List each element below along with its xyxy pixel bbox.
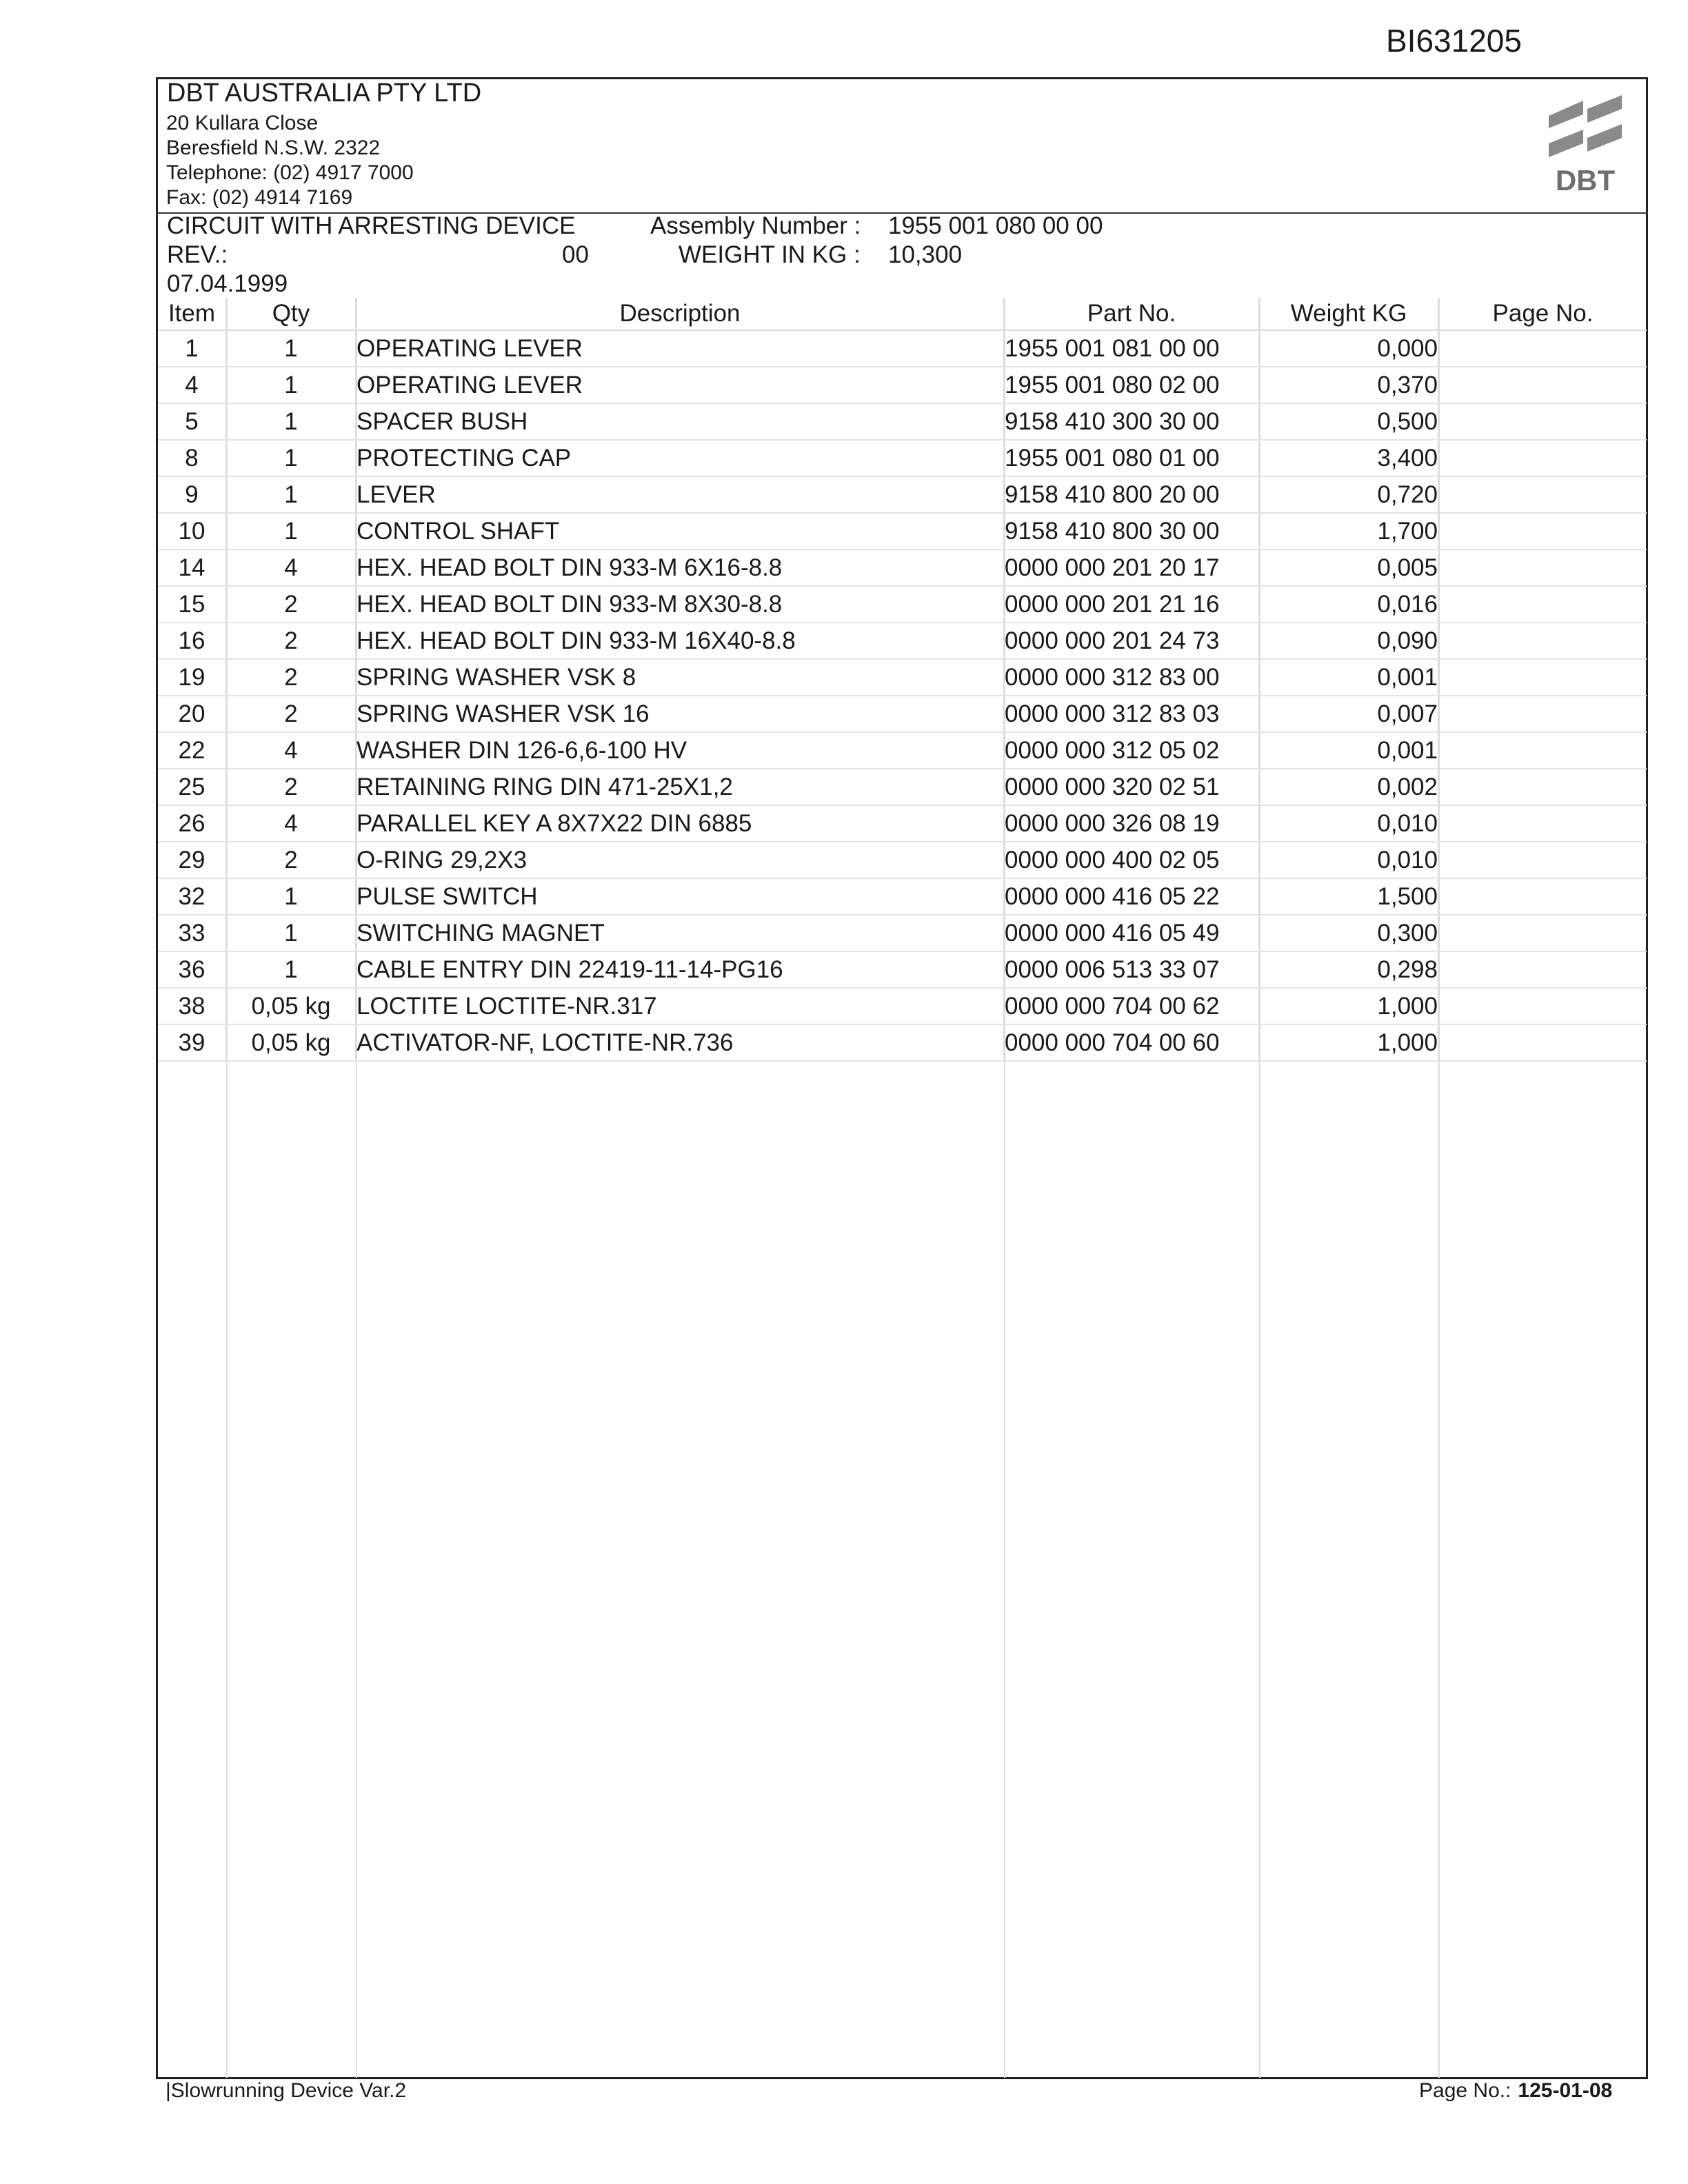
- cell-weight: 0,010: [1259, 805, 1438, 842]
- table-row: [158, 842, 1647, 878]
- cell-part-no: 0000 000 201 21 16: [1004, 586, 1259, 623]
- cell-qty: 1: [226, 915, 356, 951]
- cell-item: 9: [158, 476, 226, 513]
- cell-qty: 4: [226, 549, 356, 586]
- cell-page: [1438, 878, 1647, 915]
- cell-qty: 0,05 kg: [226, 1024, 356, 1061]
- cell-item: 4: [158, 367, 226, 403]
- cell-weight: 0,002: [1259, 769, 1438, 805]
- cell-item: 25: [158, 769, 226, 805]
- cell-qty: 2: [226, 659, 356, 696]
- company-name: DBT AUSTRALIA PTY LTD: [167, 79, 482, 108]
- cell-weight: 0,720: [1259, 476, 1438, 513]
- cell-item: 14: [158, 549, 226, 586]
- cell-description: WASHER DIN 126-6,6-100 HV: [356, 732, 1004, 769]
- cell-qty: 1: [226, 951, 356, 988]
- cell-item: 8: [158, 440, 226, 476]
- cell-description: PROTECTING CAP: [356, 440, 1004, 476]
- cell-part-no: 9158 410 800 30 00: [1004, 513, 1259, 549]
- cell-qty: 2: [226, 842, 356, 878]
- cell-qty: 4: [226, 732, 356, 769]
- cell-page: [1438, 769, 1647, 805]
- cell-description: SPRING WASHER VSK 8: [356, 659, 1004, 696]
- cell-page: [1438, 403, 1647, 440]
- col-header-weight: Weight KG: [1259, 298, 1438, 330]
- dbt-logo-text: DBT: [1555, 164, 1616, 196]
- company-fax: Fax: (02) 4914 7169: [166, 186, 353, 209]
- cell-page: [1438, 659, 1647, 696]
- cell-item: 15: [158, 586, 226, 623]
- cell-weight: 0,370: [1259, 367, 1438, 403]
- cell-description: CABLE ENTRY DIN 22419-11-14-PG16: [356, 951, 1004, 988]
- cell-qty: 2: [226, 696, 356, 732]
- cell-description: HEX. HEAD BOLT DIN 933-M 16X40-8.8: [356, 623, 1004, 659]
- cell-description: ACTIVATOR-NF, LOCTITE-NR.736: [356, 1024, 1004, 1061]
- cell-weight: 0,010: [1259, 842, 1438, 878]
- table-row: [158, 805, 1647, 842]
- cell-qty: 2: [226, 769, 356, 805]
- cell-item: 10: [158, 513, 226, 549]
- cell-description: RETAINING RING DIN 471-25X1,2: [356, 769, 1004, 805]
- cell-part-no: 0000 006 513 33 07: [1004, 951, 1259, 988]
- table-row: [158, 476, 1647, 513]
- cell-description: HEX. HEAD BOLT DIN 933-M 6X16-8.8: [356, 549, 1004, 586]
- cell-item: 32: [158, 878, 226, 915]
- cell-part-no: 0000 000 704 00 62: [1004, 988, 1259, 1024]
- cell-description: PULSE SWITCH: [356, 878, 1004, 915]
- table-row: [158, 696, 1647, 732]
- cell-item: 1: [158, 330, 226, 367]
- cell-weight: 1,000: [1259, 988, 1438, 1024]
- cell-qty: 1: [226, 367, 356, 403]
- cell-weight: 0,001: [1259, 732, 1438, 769]
- cell-item: 36: [158, 951, 226, 988]
- cell-qty: 1: [226, 403, 356, 440]
- cell-qty: 2: [226, 586, 356, 623]
- table-row: [158, 623, 1647, 659]
- footer-title: |Slowrunning Device Var.2: [165, 2079, 407, 2102]
- cell-part-no: 9158 410 300 30 00: [1004, 403, 1259, 440]
- company-address-line1: 20 Kullara Close: [166, 112, 319, 134]
- cell-page: [1438, 915, 1647, 951]
- table-row: [158, 769, 1647, 805]
- table-row: [158, 586, 1647, 623]
- weight-label: WEIGHT IN KG :: [679, 241, 861, 268]
- table-row: [158, 367, 1647, 403]
- cell-weight: 1,700: [1259, 513, 1438, 549]
- cell-item: 16: [158, 623, 226, 659]
- cell-qty: 1: [226, 330, 356, 367]
- cell-part-no: 9158 410 800 20 00: [1004, 476, 1259, 513]
- cell-weight: 0,000: [1259, 330, 1438, 367]
- footer-page-value: 125-01-08: [1518, 2079, 1613, 2102]
- cell-description: CONTROL SHAFT: [356, 513, 1004, 549]
- company-address-line2: Beresfield N.S.W. 2322: [166, 136, 381, 159]
- dbt-logo: [1543, 95, 1627, 199]
- cell-item: 33: [158, 915, 226, 951]
- cell-item: 20: [158, 696, 226, 732]
- cell-part-no: 0000 000 704 00 60: [1004, 1024, 1259, 1061]
- col-header-description: Description: [356, 298, 1004, 330]
- col-header-part-no: Part No.: [1004, 298, 1259, 330]
- cell-part-no: 1955 001 081 00 00: [1004, 330, 1259, 367]
- cell-description: OPERATING LEVER: [356, 330, 1004, 367]
- table-row: [158, 988, 1647, 1024]
- table-row: [158, 659, 1647, 696]
- col-header-qty: Qty: [226, 298, 356, 330]
- rev-value: 00: [562, 241, 589, 268]
- cell-description: OPERATING LEVER: [356, 367, 1004, 403]
- table-header-row: [158, 298, 1647, 330]
- table-row: [158, 732, 1647, 769]
- cell-description: O-RING 29,2X3: [356, 842, 1004, 878]
- cell-part-no: 1955 001 080 01 00: [1004, 440, 1259, 476]
- assembly-title: CIRCUIT WITH ARRESTING DEVICE: [167, 212, 576, 239]
- rev-label: REV.:: [167, 241, 228, 268]
- cell-qty: 1: [226, 440, 356, 476]
- table-row: [158, 513, 1647, 549]
- cell-item: 26: [158, 805, 226, 842]
- assembly-number: 1955 001 080 00 00: [888, 212, 1103, 239]
- cell-part-no: 0000 000 201 24 73: [1004, 623, 1259, 659]
- assembly-number-label: Assembly Number :: [650, 212, 861, 239]
- cell-page: [1438, 842, 1647, 878]
- cell-page: [1438, 696, 1647, 732]
- cell-qty: 1: [226, 513, 356, 549]
- cell-qty: 0,05 kg: [226, 988, 356, 1024]
- cell-qty: 2: [226, 623, 356, 659]
- cell-page: [1438, 988, 1647, 1024]
- cell-page: [1438, 330, 1647, 367]
- cell-weight: 1,000: [1259, 1024, 1438, 1061]
- cell-page: [1438, 367, 1647, 403]
- footer-page-label: Page No.:: [1419, 2079, 1511, 2102]
- cell-item: 22: [158, 732, 226, 769]
- cell-part-no: 0000 000 312 83 00: [1004, 659, 1259, 696]
- cell-page: [1438, 732, 1647, 769]
- table-row: [158, 1024, 1647, 1061]
- cell-part-no: 0000 000 312 05 02: [1004, 732, 1259, 769]
- cell-page: [1438, 586, 1647, 623]
- cell-item: 39: [158, 1024, 226, 1061]
- cell-part-no: 0000 000 201 20 17: [1004, 549, 1259, 586]
- assembly-date: 07.04.1999: [167, 270, 288, 297]
- parts-table: [158, 298, 1647, 1062]
- cell-part-no: 0000 000 416 05 49: [1004, 915, 1259, 951]
- cell-description: LEVER: [356, 476, 1004, 513]
- company-telephone: Telephone: (02) 4917 7000: [166, 161, 414, 184]
- cell-weight: 3,400: [1259, 440, 1438, 476]
- cell-description: SPRING WASHER VSK 16: [356, 696, 1004, 732]
- cell-qty: 1: [226, 878, 356, 915]
- cell-description: PARALLEL KEY A 8X7X22 DIN 6885: [356, 805, 1004, 842]
- cell-weight: 0,016: [1259, 586, 1438, 623]
- cell-item: 29: [158, 842, 226, 878]
- cell-description: LOCTITE LOCTITE-NR.317: [356, 988, 1004, 1024]
- cell-weight: 0,001: [1259, 659, 1438, 696]
- cell-page: [1438, 476, 1647, 513]
- cell-weight: 1,500: [1259, 878, 1438, 915]
- cell-weight: 0,090: [1259, 623, 1438, 659]
- cell-weight: 0,500: [1259, 403, 1438, 440]
- table-row: [158, 330, 1647, 367]
- cell-page: [1438, 549, 1647, 586]
- cell-page: [1438, 951, 1647, 988]
- cell-qty: 4: [226, 805, 356, 842]
- cell-item: 19: [158, 659, 226, 696]
- document-number: BI631205: [1386, 23, 1522, 59]
- cell-part-no: 0000 000 400 02 05: [1004, 842, 1259, 878]
- cell-item: 5: [158, 403, 226, 440]
- cell-weight: 0,300: [1259, 915, 1438, 951]
- weight-value: 10,300: [888, 241, 963, 268]
- cell-weight: 0,005: [1259, 549, 1438, 586]
- table-row: [158, 878, 1647, 915]
- col-header-page: Page No.: [1438, 298, 1647, 330]
- cell-description: HEX. HEAD BOLT DIN 933-M 8X30-8.8: [356, 586, 1004, 623]
- cell-page: [1438, 513, 1647, 549]
- cell-item: 38: [158, 988, 226, 1024]
- cell-part-no: 0000 000 416 05 22: [1004, 878, 1259, 915]
- cell-description: SPACER BUSH: [356, 403, 1004, 440]
- cell-qty: 1: [226, 476, 356, 513]
- cell-weight: 0,007: [1259, 696, 1438, 732]
- table-row: [158, 440, 1647, 476]
- table-row: [158, 915, 1647, 951]
- cell-page: [1438, 623, 1647, 659]
- table-row: [158, 549, 1647, 586]
- cell-page: [1438, 440, 1647, 476]
- cell-part-no: 0000 000 312 83 03: [1004, 696, 1259, 732]
- col-header-item: Item: [158, 298, 226, 330]
- cell-description: SWITCHING MAGNET: [356, 915, 1004, 951]
- cell-page: [1438, 805, 1647, 842]
- table-row: [158, 951, 1647, 988]
- cell-part-no: 0000 000 326 08 19: [1004, 805, 1259, 842]
- table-row: [158, 403, 1647, 440]
- cell-page: [1438, 1024, 1647, 1061]
- cell-part-no: 0000 000 320 02 51: [1004, 769, 1259, 805]
- cell-weight: 0,298: [1259, 951, 1438, 988]
- footer-page: [1419, 2079, 1612, 2103]
- cell-part-no: 1955 001 080 02 00: [1004, 367, 1259, 403]
